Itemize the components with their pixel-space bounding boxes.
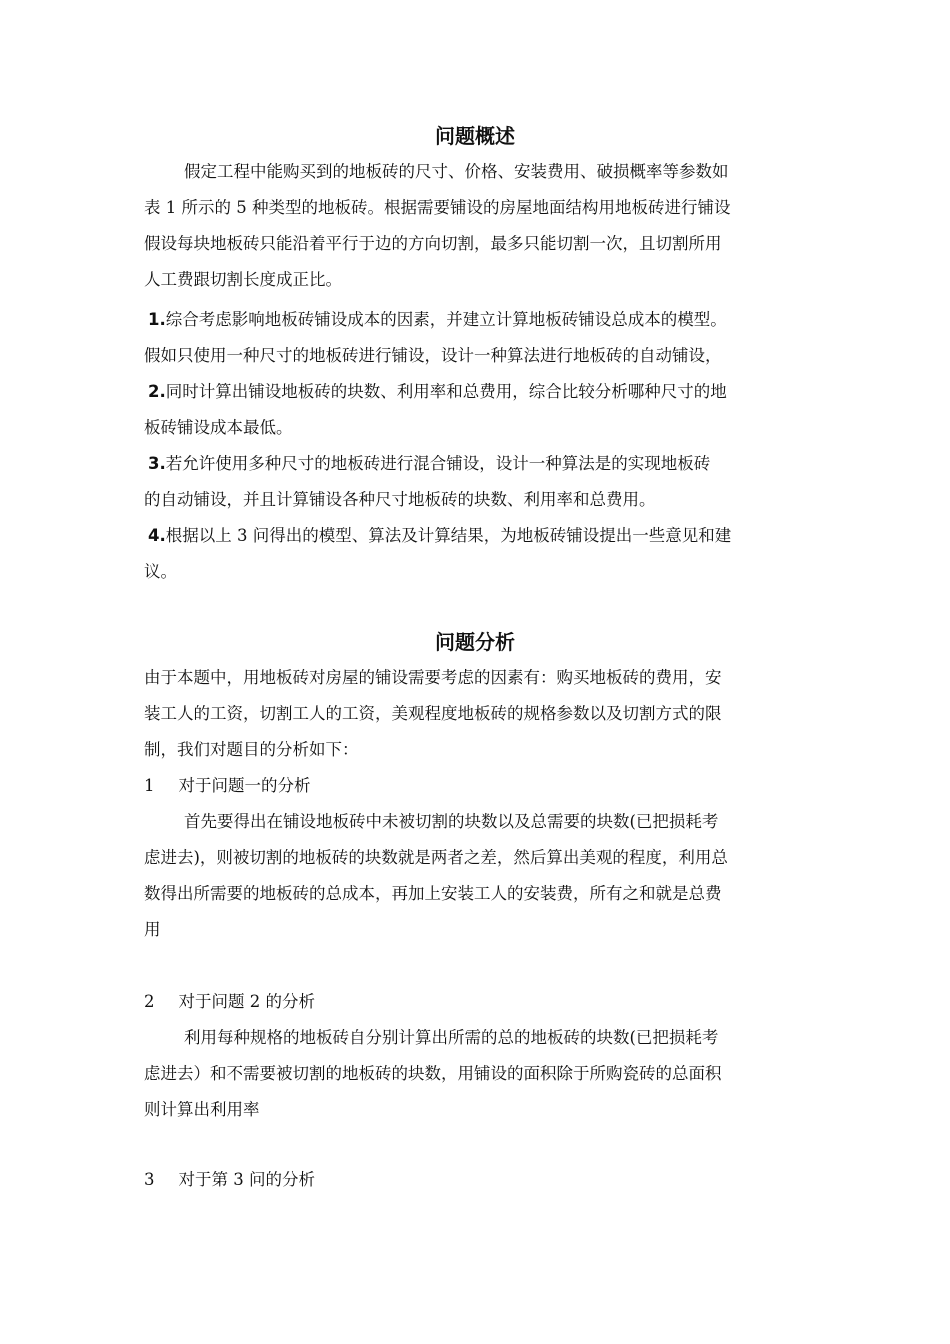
question-4-number: 4. xyxy=(148,526,166,545)
section-1-line: 虑进去)，则被切割的地板砖的块数就是两者之差，然后算出美观的程度，利用总 xyxy=(144,848,728,867)
overview-intro-line: 人工费跟切割长度成正比。 xyxy=(144,270,342,289)
question-3-line xyxy=(148,452,710,476)
question-1-line: 假如只使用一种尺寸的地板砖进行铺设，设计一种算法进行地板砖的自动铺设， xyxy=(144,346,722,365)
question-4-line: 议。 xyxy=(144,562,177,581)
question-3-number: 3. xyxy=(148,454,166,473)
analysis-intro-line: 由于本题中，用地板砖对房屋的铺设需要考虑的因素有：购买地板砖的费用，安 xyxy=(144,668,722,687)
question-3-line: 的自动铺设，并且计算铺设各种尺寸地板砖的块数、利用率和总费用。 xyxy=(144,490,656,509)
section-1-line: 首先要得出在铺设地板砖中未被切割的块数以及总需要的块数(已把损耗考 xyxy=(184,812,719,831)
section-2-number: 2 xyxy=(144,992,155,1011)
analysis-intro-line: 制，我们对题目的分析如下： xyxy=(144,740,359,759)
question-1-number: 1. xyxy=(148,310,166,329)
question-2-text: 同时计算出铺设地板砖的块数、利用率和总费用，综合比较分析哪种尺寸的地 xyxy=(165,382,727,401)
section-2-heading xyxy=(144,990,315,1014)
section-2-heading-text: 对于问题 2 的分析 xyxy=(178,992,315,1011)
overview-intro-line: 表 1 所示的 5 种类型的地板砖。根据需要铺设的房屋地面结构用地板砖进行铺设 xyxy=(144,198,731,217)
section-1-number: 1 xyxy=(144,776,155,795)
question-2-number: 2. xyxy=(148,382,166,401)
section-2-line: 虑进去）和不需要被切割的地板砖的块数，用铺设的面积除于所购瓷砖的总面积 xyxy=(144,1064,722,1083)
section-2-line: 利用每种规格的地板砖自分别计算出所需的总的地板砖的块数(已把损耗考 xyxy=(184,1028,719,1047)
question-1-text: 综合考虑影响地板砖铺设成本的因素，并建立计算地板砖铺设总成本的模型。 xyxy=(165,310,727,329)
question-3-text: 若允许使用多种尺寸的地板砖进行混合铺设，设计一种算法是的实现地板砖 xyxy=(165,454,711,473)
section-1-heading xyxy=(144,774,311,798)
question-4-line xyxy=(148,524,731,548)
question-2-line: 板砖铺设成本最低。 xyxy=(144,418,293,437)
question-4-text: 根据以上 3 问得出的模型、算法及计算结果，为地板砖铺设提出一些意见和建 xyxy=(165,526,732,545)
question-2-line xyxy=(148,380,727,404)
overview-title: 问题概述 xyxy=(435,124,515,148)
analysis-intro-line: 装工人的工资，切割工人的工资，美观程度地板砖的规格参数以及切割方式的限 xyxy=(144,704,722,723)
section-3-heading-text: 对于第 3 问的分析 xyxy=(178,1170,315,1189)
section-2-line: 则计算出利用率 xyxy=(144,1100,260,1119)
overview-intro-line: 假设每块地板砖只能沿着平行于边的方向切割，最多只能切割一次，且切割所用 xyxy=(144,234,722,253)
section-3-heading xyxy=(144,1168,315,1192)
section-3-number: 3 xyxy=(144,1170,155,1189)
section-1-line: 数得出所需要的地板砖的总成本，再加上安装工人的安装费，所有之和就是总费 xyxy=(144,884,722,903)
section-1-heading-text: 对于问题一的分析 xyxy=(178,776,311,795)
section-1-line: 用 xyxy=(144,920,161,939)
overview-intro-line: 假定工程中能购买到的地板砖的尺寸、价格、安装费用、破损概率等参数如 xyxy=(184,162,729,181)
analysis-title: 问题分析 xyxy=(435,630,515,654)
question-1-line xyxy=(148,308,727,332)
